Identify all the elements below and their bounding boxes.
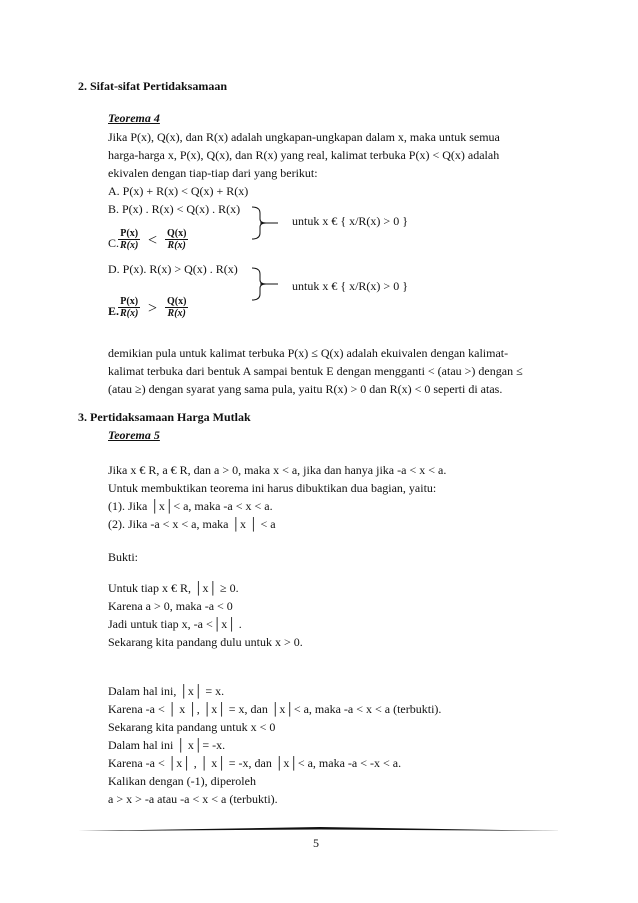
paragraph-line: Untuk membuktikan teorema ini harus dibuktikan dua bagian, yaitu:: [108, 481, 437, 495]
section-heading: 3. Pertidaksamaan Harga Mutlak: [78, 410, 251, 424]
paragraph-line: harga-harga x, P(x), Q(x), dan R(x) yang real, kalimat terbuka P(x) < Q(x) adalah: [108, 148, 500, 162]
proof-line: Karena -a < │x│ , │ x│ = -x, dan │x│< a, maka -a < -x < a.: [108, 756, 402, 770]
fraction-denominator: R(x): [165, 239, 188, 251]
proof-line: Jadi untuk tiap x, -a <│x│ .: [108, 617, 242, 631]
fraction-q-over-r: [165, 296, 188, 319]
fraction-p-over-r: [118, 296, 140, 319]
item-e-label: E.: [108, 304, 120, 318]
theorem-title: Teorema 5: [108, 428, 160, 442]
fraction-numerator: Q(x): [167, 228, 187, 239]
item-d: D. P(x). R(x) > Q(x) . R(x): [108, 262, 238, 276]
proof-line: Dalam hal ini │ x│= -x.: [108, 738, 226, 752]
fraction-p-over-r: [118, 228, 140, 251]
fraction-denominator: R(x): [120, 240, 139, 251]
theorem-title: Teorema 4: [108, 111, 160, 125]
fraction-numerator: P(x): [120, 296, 139, 307]
fraction-q-over-r: [165, 228, 188, 251]
condition-text: untuk x € { x/R(x) > 0 }: [292, 214, 408, 228]
curly-brace-icon: [250, 266, 280, 302]
fraction-numerator: P(x): [120, 228, 139, 239]
proof-line: Dalam hal ini, │x│ = x.: [108, 684, 225, 698]
proof-label: Bukti:: [108, 550, 139, 564]
page-number: 5: [313, 836, 319, 850]
item-b: B. P(x) . R(x) < Q(x) . R(x): [108, 202, 241, 216]
proof-line: Karena -a < │ x │, │x│ = x, dan │x│< a, maka -a < x < a (terbukti).: [108, 702, 442, 716]
fraction-denominator: R(x): [120, 308, 139, 319]
fraction-denominator: R(x): [165, 307, 188, 319]
proof-line: Kalikan dengan (-1), diperoleh: [108, 774, 256, 788]
section-heading: 2. Sifat-sifat Pertidaksamaan: [78, 79, 227, 93]
proof-line: a > x > -a atau -a < x < a (terbukti).: [108, 792, 278, 806]
paragraph-line: (atau ≥) dengan syarat yang sama pula, yaitu R(x) > 0 dan R(x) < 0 seperti di atas.: [108, 382, 503, 396]
proof-line: Sekarang kita pandang dulu untuk x > 0.: [108, 635, 303, 649]
curly-brace-icon: [250, 205, 280, 241]
less-than-operator: <: [148, 232, 158, 249]
paragraph-line: (1). Jika │x│< a, maka -a < x < a.: [108, 499, 273, 513]
fraction-numerator: Q(x): [167, 296, 187, 307]
item-a: A. P(x) + R(x) < Q(x) + R(x): [108, 184, 249, 198]
proof-line: Untuk tiap x € R, │x│ ≥ 0.: [108, 581, 239, 595]
proof-line: Karena a > 0, maka -a < 0: [108, 599, 233, 613]
greater-than-operator: >: [148, 300, 158, 317]
condition-text: untuk x € { x/R(x) > 0 }: [292, 279, 408, 293]
paragraph-line: Jika P(x), Q(x), dan R(x) adalah ungkapan-ungkapan dalam x, maka untuk semua: [108, 130, 500, 144]
paragraph-line: kalimat terbuka dari bentuk A sampai bentuk E dengan mengganti < (atau >) dengan ≤: [108, 364, 523, 378]
paragraph-line: Jika x € R, a € R, dan a > 0, maka x < a, jika dan hanya jika -a < x < a.: [108, 463, 447, 477]
paragraph-line: ekivalen dengan tiap-tiap dari yang berikut:: [108, 166, 318, 180]
paragraph-line: (2). Jika -a < x < a, maka │x │ < a: [108, 517, 276, 531]
footer-divider: [78, 826, 562, 834]
proof-line: Sekarang kita pandang untuk x < 0: [108, 720, 276, 734]
item-c-label: C.: [108, 236, 120, 250]
paragraph-line: demikian pula untuk kalimat terbuka P(x) ≤ Q(x) adalah ekuivalen dengan kalimat-: [108, 346, 509, 360]
